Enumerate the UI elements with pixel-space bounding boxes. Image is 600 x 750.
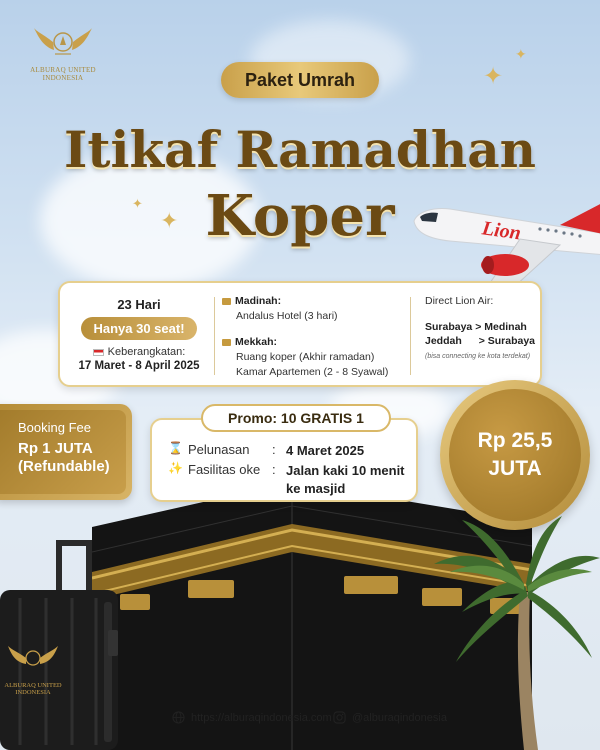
mekkah-line2: Kamar Apartemen (2 - 8 Syawal) bbox=[236, 366, 389, 378]
payment-label: Pelunasan bbox=[188, 442, 250, 457]
brand-logo bbox=[28, 24, 98, 82]
departure-label: Keberangkatan: bbox=[60, 346, 218, 358]
duration-column bbox=[60, 293, 218, 372]
booking-fee-label: Booking Fee bbox=[18, 420, 91, 435]
colon: : bbox=[272, 462, 276, 477]
globe-icon bbox=[172, 711, 185, 724]
price-amount: Rp 25,5 bbox=[477, 428, 553, 452]
page-title-line1: Itikaf Ramadhan bbox=[64, 120, 536, 179]
airline-label: Direct Lion Air: bbox=[425, 295, 494, 307]
price-unit: JUTA bbox=[488, 457, 542, 480]
divider bbox=[410, 297, 411, 375]
booking-fee-note: (Refundable) bbox=[18, 458, 110, 475]
mosque-icon bbox=[222, 298, 231, 305]
page-title-line2: Koper bbox=[205, 183, 395, 249]
promo-badge: Promo: 10 GRATIS 1 bbox=[201, 404, 391, 432]
sparkle-icon: ✦ bbox=[160, 208, 179, 233]
departure-dates: 17 Maret - 8 April 2025 bbox=[78, 360, 200, 372]
instagram-icon bbox=[333, 711, 346, 724]
sparkle-icon: ✦ bbox=[132, 196, 143, 211]
sparkle-icon: ✦ bbox=[483, 63, 504, 90]
colon: : bbox=[272, 442, 276, 457]
winged-crest-icon bbox=[33, 24, 93, 62]
instagram-link[interactable]: @alburaqindonesia bbox=[333, 711, 447, 724]
price-badge bbox=[440, 380, 590, 530]
facility-label: Fasilitas oke bbox=[188, 462, 261, 477]
divider bbox=[214, 297, 215, 375]
facility-value: Jalan kaki 10 menit ke masjid bbox=[286, 463, 405, 496]
duration-text: 23 Hari bbox=[117, 297, 161, 312]
suitcase-logo-text: ALBURAQ UNITED INDONESIA bbox=[4, 682, 62, 697]
connecting-note: (bisa connecting ke kota terdekat) bbox=[425, 353, 531, 360]
sparkle-icon: ✦ bbox=[515, 46, 527, 62]
indonesia-flag-icon bbox=[93, 349, 104, 356]
payment-date: 4 Maret 2025 bbox=[286, 443, 365, 458]
package-info-card bbox=[58, 281, 542, 387]
kaaba-icon bbox=[222, 339, 231, 346]
booking-fee-value: Rp 1 JUTA bbox=[18, 440, 93, 457]
route-outbound: Surabaya > Medinah bbox=[425, 321, 527, 333]
hotel-column bbox=[222, 295, 412, 378]
plane-livery-text: Lion bbox=[480, 217, 523, 245]
hourglass-icon: ⌛ bbox=[168, 441, 183, 455]
madinah-title: Madinah: bbox=[222, 295, 412, 307]
logo-line1: ALBURAQ UNITED bbox=[30, 66, 96, 74]
madinah-hotel: Andalus Hotel (3 hari) bbox=[236, 310, 338, 322]
sparkle-icon: ✨ bbox=[168, 461, 183, 475]
package-badge: Paket Umrah bbox=[221, 62, 379, 98]
logo-line2: INDONESIA bbox=[42, 73, 84, 82]
seats-badge: Hanya 30 seat! bbox=[81, 317, 196, 340]
footer bbox=[0, 711, 600, 731]
flight-column bbox=[425, 295, 543, 360]
route-return: Jeddah > Surabaya bbox=[425, 335, 536, 347]
website-link[interactable]: https://alburaqindonesia.com bbox=[172, 711, 332, 724]
mekkah-title: Mekkah: bbox=[222, 336, 412, 348]
mekkah-line1: Ruang koper (Akhir ramadan) bbox=[236, 351, 375, 363]
